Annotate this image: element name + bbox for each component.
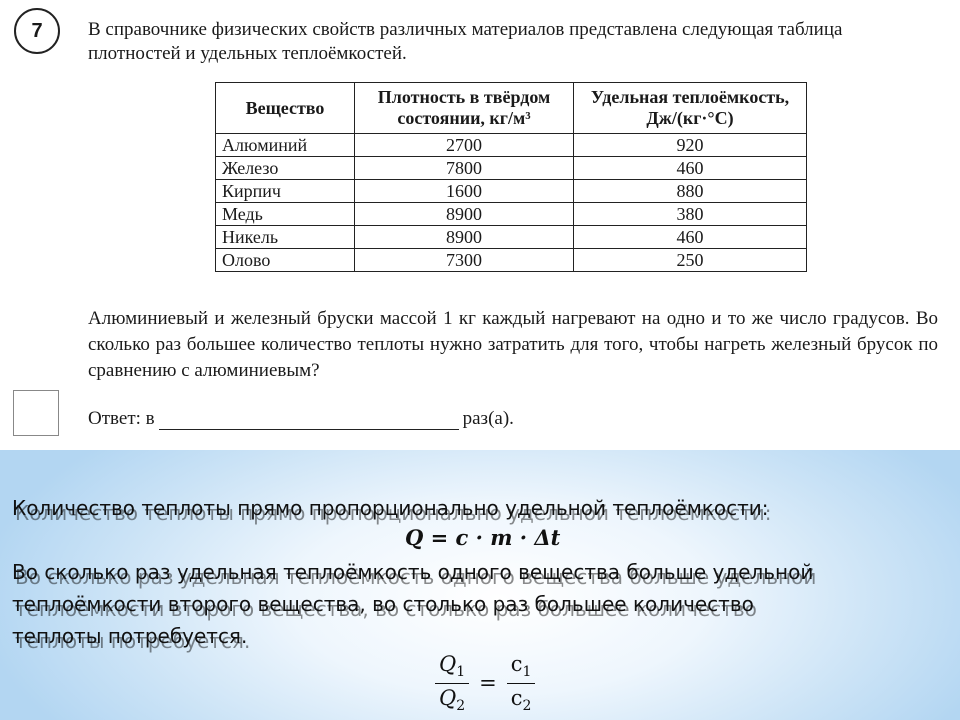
cell-heat-capacity: 880	[574, 180, 807, 203]
answer-suffix: раз(а).	[462, 408, 514, 429]
cell-substance: Алюминий	[216, 134, 355, 157]
table-row	[216, 157, 807, 180]
task-question-text: Алюминиевый и железный бруски массой 1 кг каждый нагревают на одно и то же число градусов. Во сколько раз большее количество теплоты нужно затратить для того, чтобы нагреть железный брусок по сравнению с алюминиевым?	[88, 308, 938, 381]
fraction-q	[435, 652, 469, 713]
explanation-line-3: теплоёмкости второго вещества, во столько раз большее количество	[12, 592, 754, 616]
fraction-c	[507, 652, 536, 713]
table-header-row	[216, 83, 807, 134]
c2-symbol: c	[510, 685, 523, 710]
q1-symbol: Q	[439, 652, 457, 677]
cell-substance: Железо	[216, 157, 355, 180]
table-row	[216, 226, 807, 249]
cell-substance: Медь	[216, 203, 355, 226]
cell-density: 2700	[355, 134, 574, 157]
cell-density: 7300	[355, 249, 574, 272]
answer-box[interactable]	[13, 390, 59, 436]
table-row	[216, 134, 807, 157]
c2-sub: 2	[522, 697, 532, 714]
cell-heat-capacity: 250	[574, 249, 807, 272]
cell-density: 7800	[355, 157, 574, 180]
cell-heat-capacity: 460	[574, 157, 807, 180]
table-row	[216, 249, 807, 272]
explanation-line-2: Во сколько раз удельная теплоёмкость одного вещества больше удельной	[12, 560, 814, 584]
properties-table	[215, 82, 807, 272]
task-number-badge	[14, 8, 60, 54]
task-intro-text: В справочнике физических свойств различных материалов представлена следующая таблица плотностей и удельных теплоёмкостей.	[88, 19, 843, 64]
cell-heat-capacity: 920	[574, 134, 807, 157]
cell-density: 1600	[355, 180, 574, 203]
cell-substance: Кирпич	[216, 180, 355, 203]
answer-blank[interactable]	[159, 411, 459, 430]
c1-symbol: c	[510, 652, 523, 677]
header-substance: Вещество	[216, 83, 355, 134]
cell-density: 8900	[355, 226, 574, 249]
table-row	[216, 180, 807, 203]
heat-formula: Q = c · m · Δt	[405, 525, 561, 550]
q2-sub: 2	[456, 697, 466, 714]
cell-heat-capacity: 380	[574, 203, 807, 226]
ratio-formula	[435, 648, 535, 718]
cell-substance: Никель	[216, 226, 355, 249]
c1-sub: 1	[522, 664, 532, 681]
cell-substance: Олово	[216, 249, 355, 272]
answer-line	[88, 408, 514, 430]
explanation-line-1: Количество теплоты прямо пропорционально удельной теплоёмкости:	[12, 496, 769, 520]
header-density: Плотность в твёрдом состоянии, кг/м³	[355, 83, 574, 134]
q1-sub: 1	[456, 664, 466, 681]
explanation-line-4: теплоты потребуется.	[12, 624, 248, 648]
cell-heat-capacity: 460	[574, 226, 807, 249]
task-number: 7	[31, 19, 43, 42]
q2-symbol: Q	[439, 685, 457, 710]
answer-prefix: Ответ: в	[88, 408, 155, 429]
equals-sign: =	[479, 671, 497, 695]
header-heat-capacity: Удельная теплоёмкость, Дж/(кг·°С)	[574, 83, 807, 134]
cell-density: 8900	[355, 203, 574, 226]
table-row	[216, 203, 807, 226]
